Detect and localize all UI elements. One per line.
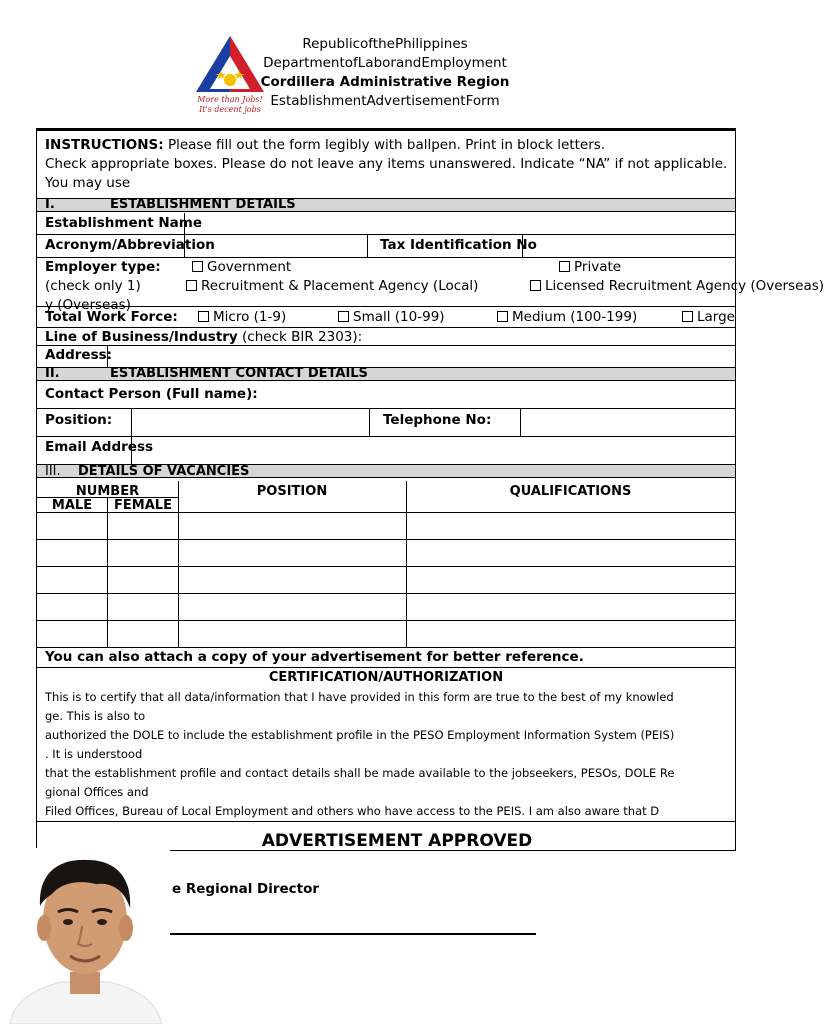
- line-of-business-label: Line of Business/Industry (check BIR 2303):: [45, 329, 363, 345]
- workforce-medium[interactable]: Medium (100-199): [497, 308, 675, 327]
- vacancies-rows[interactable]: [38, 513, 735, 647]
- instructions-line2: Check appropriate boxes. Please do not leave any items unanswered. Indicate “NA” if not applicable.: [45, 156, 728, 172]
- address-label: Address:: [45, 347, 113, 363]
- small-checkbox[interactable]: [338, 311, 349, 322]
- contact-person-field[interactable]: [260, 383, 735, 407]
- instructions-line3: You may use: [45, 175, 131, 191]
- position-label: Position:: [45, 412, 113, 428]
- workforce-large[interactable]: Large: [682, 308, 735, 327]
- cert-line-1: This is to certify that all data/information that I have provided in this form are true to the best of my knowled: [45, 690, 674, 704]
- section1-num: I.: [45, 197, 55, 212]
- header-region: Cordillera Administrative Region: [260, 74, 510, 90]
- establishment-name-label: Establishment Name: [45, 215, 203, 231]
- cert-line-3: authorized the DOLE to include the establishment profile in the PESO Employment Information System (PEIS): [45, 728, 675, 742]
- section2-num: II.: [45, 366, 60, 381]
- telephone-label: Telephone No:: [383, 412, 492, 428]
- signature-line: [150, 933, 536, 935]
- overseas-wrap-text: y (Overseas): [45, 297, 131, 313]
- logo-slogan-2: It's decent jobs: [199, 105, 261, 114]
- contact-person-label: Contact Person (Full name):: [45, 386, 258, 402]
- cert-line-7: Filed Offices, Bureau of Local Employment and others who have access to the PEIS. I am also aware that D: [45, 804, 660, 818]
- workforce-small[interactable]: Small (10-99): [338, 308, 488, 327]
- workforce-label: Total Work Force:: [45, 309, 178, 325]
- private-checkbox[interactable]: [559, 261, 570, 272]
- licensed-checkbox[interactable]: [530, 280, 541, 291]
- header-republic: RepublicofthePhilippines: [302, 36, 468, 52]
- cert-line-5: that the establishment profile and contact details shall be made available to the jobseekers, PESOs, DOLE Re: [45, 766, 675, 780]
- email-field[interactable]: [132, 437, 735, 464]
- establishment-name-field[interactable]: [185, 213, 735, 234]
- person-photo: [0, 848, 170, 1024]
- col-number: NUMBER: [75, 484, 140, 499]
- section1-title: ESTABLISHMENT DETAILS: [110, 197, 296, 212]
- employer-recruitment[interactable]: Recruitment & Placement Agency (Local): [186, 277, 516, 296]
- section2-title: ESTABLISHMENT CONTACT DETAILS: [110, 366, 368, 381]
- certification-title: CERTIFICATION/AUTHORIZATION: [268, 670, 504, 685]
- employer-licensed[interactable]: Licensed Recruitment Agency (Overseas): [530, 277, 735, 296]
- micro-checkbox[interactable]: [198, 311, 209, 322]
- check-only-note: (check only 1): [45, 278, 141, 294]
- col-position: POSITION: [256, 484, 328, 499]
- header-form-title: EstablishmentAdvertisementForm: [270, 93, 500, 109]
- cert-line-4: . It is understood: [45, 747, 143, 761]
- address-field[interactable]: [108, 346, 735, 366]
- col-male: MALE: [51, 498, 93, 513]
- position-field[interactable]: [132, 409, 368, 436]
- large-checkbox[interactable]: [682, 311, 693, 322]
- employer-government[interactable]: Government: [192, 258, 352, 277]
- regional-director-label: e Regional Director: [172, 881, 320, 897]
- tin-field[interactable]: [523, 235, 735, 257]
- email-label: Email Address: [45, 439, 154, 455]
- section3-num: III.: [45, 464, 61, 479]
- employer-private[interactable]: Private: [559, 258, 735, 277]
- section3-title: DETAILS OF VACANCIES: [78, 464, 250, 479]
- acronym-label: Acronym/Abbreviation: [45, 237, 215, 253]
- government-checkbox[interactable]: [192, 261, 203, 272]
- col-female: FEMALE: [114, 498, 172, 513]
- tin-label: Tax Identification No: [380, 237, 537, 253]
- advertisement-approved: ADVERTISEMENT APPROVED: [261, 831, 533, 851]
- attach-note: You can also attach a copy of your advertisement for better reference.: [45, 649, 584, 665]
- recruitment-checkbox[interactable]: [186, 280, 197, 291]
- header-department: DepartmentofLaborandEmployment: [263, 55, 507, 71]
- workforce-micro[interactable]: Micro (1-9): [198, 308, 328, 327]
- acronym-field[interactable]: [185, 235, 367, 257]
- cert-line-6: gional Offices and: [45, 785, 149, 799]
- employer-type-label: Employer type:: [45, 259, 161, 275]
- col-qualifications: QUALIFICATIONS: [509, 484, 632, 499]
- medium-checkbox[interactable]: [497, 311, 508, 322]
- instructions-line1: INSTRUCTIONS: Please fill out the form legibly with ballpen. Print in block letters.: [45, 137, 606, 153]
- logo-slogan-1: More than Jobs!: [197, 95, 263, 104]
- cert-line-2: ge. This is also to: [45, 709, 146, 723]
- telephone-field[interactable]: [521, 409, 735, 436]
